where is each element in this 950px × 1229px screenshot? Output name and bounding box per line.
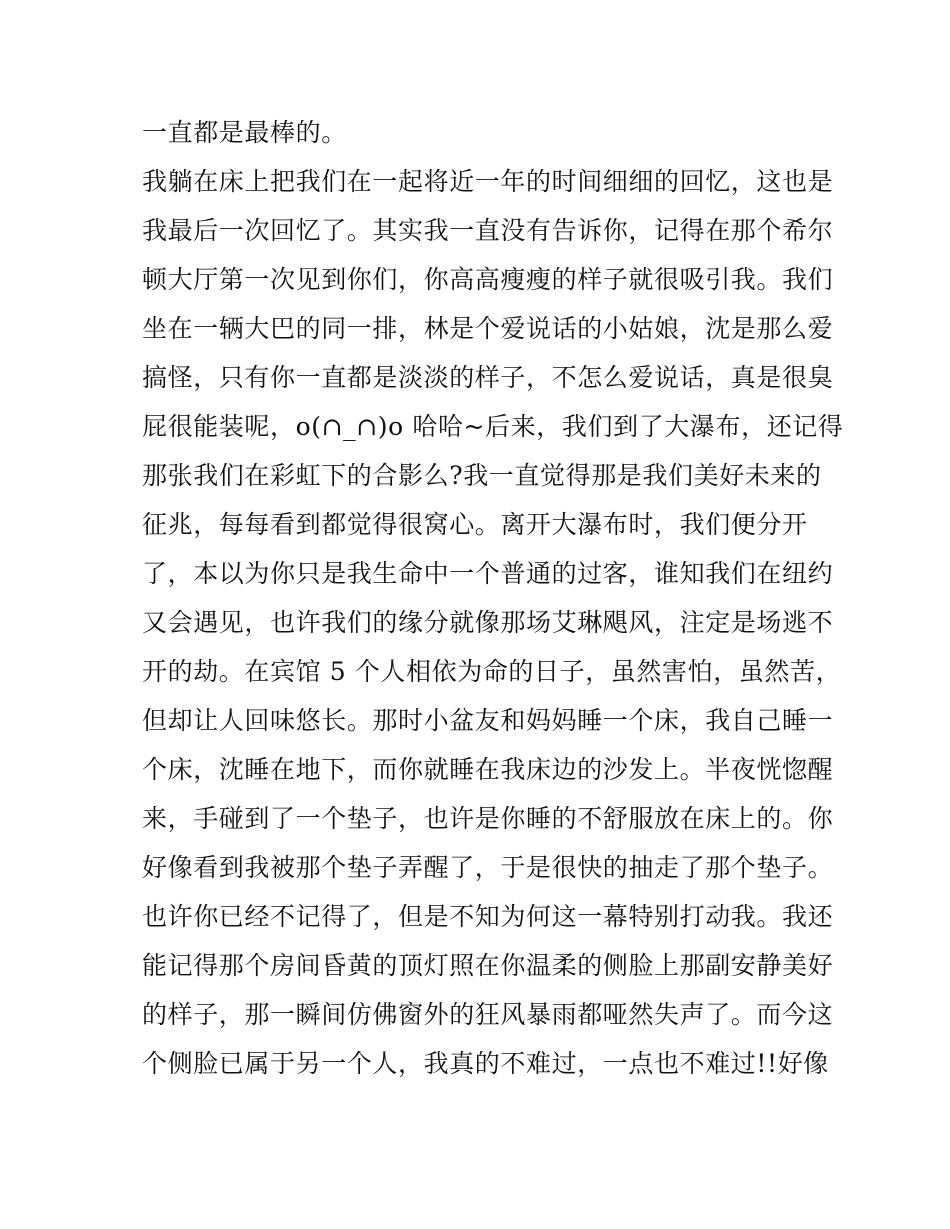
text-line: 个床，沈睡在地下，而你就睡在我床边的沙发上。半夜恍惚醒 (142, 755, 834, 784)
text-line: 但却让人回味悠长。那时小盆友和妈妈睡一个床，我自己睡一 (142, 706, 834, 735)
text-line: 来，手碰到了一个垫子，也许是你睡的不舒服放在床上的。你 (142, 804, 834, 833)
text-line: 那张我们在彩虹下的合影么?我一直觉得那是我们美好未来的 (142, 461, 822, 490)
body-text (142, 108, 844, 1088)
text-line: 搞怪，只有你一直都是淡淡的样子，不怎么爱说话，真是很臭 (142, 363, 834, 392)
text-line: 征兆，每每看到都觉得很窝心。离开大瀑布时，我们便分开 (142, 510, 808, 539)
text-line: 能记得那个房间昏黄的顶灯照在你温柔的侧脸上那副安静美好 (142, 951, 834, 980)
text-line: 屁很能装呢，o(∩_∩)o 哈哈~后来，我们到了大瀑布，还记得 (142, 412, 844, 441)
text-line: 好像看到我被那个垫子弄醒了，于是很快的抽走了那个垫子。 (142, 853, 834, 882)
text-line: 开的劫。在宾馆 5 个人相依为命的日子，虽然害怕，虽然苦， (142, 657, 842, 686)
text-line: 的样子，那一瞬间仿佛窗外的狂风暴雨都哑然失声了。而今这 (142, 1000, 834, 1029)
text-line: 顿大厅第一次见到你们，你高高瘦瘦的样子就很吸引我。我们 (142, 265, 834, 294)
text-line: 也许你已经不记得了，但是不知为何这一幕特别打动我。我还 (142, 902, 834, 931)
text-line: 我最后一次回忆了。其实我一直没有告诉你，记得在那个希尔 (142, 216, 834, 245)
text-line: 个侧脸已属于另一个人，我真的不难过，一点也不难过!!好像 (142, 1049, 829, 1078)
text-line: 了，本以为你只是我生命中一个普通的过客，谁知我们在纽约 (142, 559, 834, 588)
text-line: 我躺在床上把我们在一起将近一年的时间细细的回忆，这也是 (142, 167, 834, 196)
text-line: 又会遇见，也许我们的缘分就像那场艾琳飓风，注定是场逃不 (142, 608, 834, 637)
text-line: 一直都是最棒的。 (142, 118, 347, 147)
text-line: 坐在一辆大巴的同一排，林是个爱说话的小姑娘，沈是那么爱 (142, 314, 834, 343)
